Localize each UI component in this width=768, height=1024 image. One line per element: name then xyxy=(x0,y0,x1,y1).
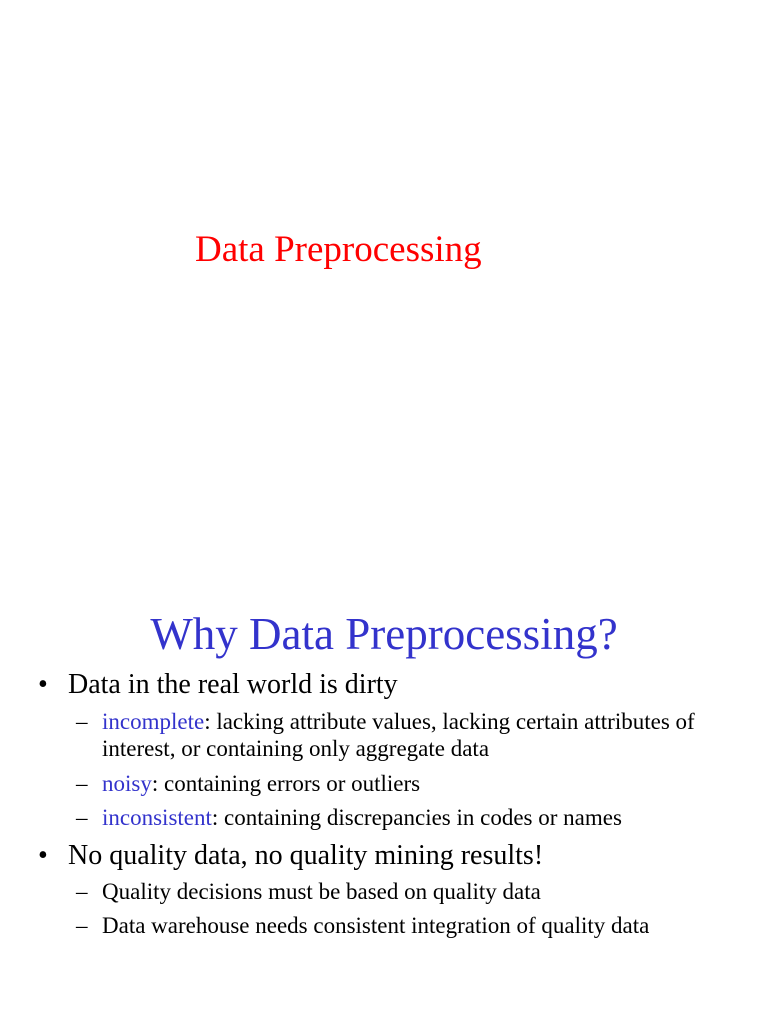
sub-bullet-text: : lacking attribute values, lacking certain attributes of interest, or containing only aggregate data xyxy=(102,709,695,761)
term-inconsistent: inconsistent xyxy=(102,805,212,830)
sub-bullet-text: : containing errors or outliers xyxy=(151,771,421,796)
dash-marker: – xyxy=(76,879,88,904)
bullet-item xyxy=(38,668,398,702)
term-noisy: noisy xyxy=(102,771,152,796)
term-incomplete: incomplete xyxy=(102,709,205,734)
sub-bullet-item xyxy=(76,804,736,831)
slide-2-title: Why Data Preprocessing? xyxy=(150,609,618,659)
sub-bullet-item xyxy=(76,708,736,762)
sub-bullet-text: Data warehouse needs consistent integration of quality data xyxy=(102,913,650,938)
slide-2 xyxy=(0,576,768,1024)
slide-1-title: Data Preprocessing xyxy=(195,229,482,270)
bullet-marker: • xyxy=(38,840,48,871)
sub-bullet-text: : containing discrepancies in codes or names xyxy=(211,805,622,830)
bullet-text: Data in the real world is dirty xyxy=(68,669,398,700)
bullet-text: No quality data, no quality mining results! xyxy=(68,840,544,871)
dash-marker: – xyxy=(76,771,88,796)
bullet-item xyxy=(38,839,543,873)
bullet-marker: • xyxy=(38,669,48,700)
dash-marker: – xyxy=(76,805,88,830)
sub-bullet-item xyxy=(76,912,736,939)
dash-marker: – xyxy=(76,709,88,734)
dash-marker: – xyxy=(76,913,88,938)
sub-bullet-item xyxy=(76,770,736,797)
sub-bullet-text: Quality decisions must be based on quality data xyxy=(102,879,541,904)
sub-bullet-item xyxy=(76,878,736,905)
